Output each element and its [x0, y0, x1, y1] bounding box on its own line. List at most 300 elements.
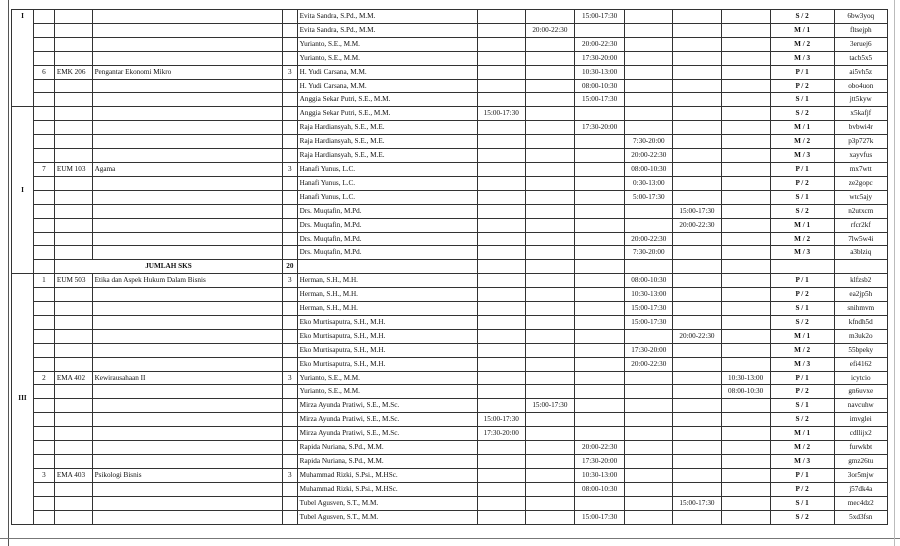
time-slot-cell: 15:00-17:30: [575, 10, 625, 24]
class-cell: S / 1: [770, 302, 834, 316]
course-name-cell: [92, 10, 282, 24]
time-slot-cell: [575, 162, 625, 176]
course-code-cell: EUM 503: [54, 274, 92, 288]
time-slot-cell: 10:30-13:00: [721, 371, 770, 385]
class-cell: P / 2: [770, 79, 834, 93]
sks-cell: 3: [283, 162, 298, 176]
table-row: [12, 455, 888, 469]
blank-cell: [297, 260, 477, 274]
course-number-cell: [33, 482, 54, 496]
sks-cell: [283, 413, 298, 427]
time-slot-cell: [673, 176, 721, 190]
time-slot-cell: [477, 162, 525, 176]
course-name-cell: [92, 288, 282, 302]
course-code-cell: EMK 206: [54, 65, 92, 79]
class-code-cell: bvbwi4r: [834, 121, 887, 135]
class-cell: S / 2: [770, 107, 834, 121]
lecturer-cell: Eko Murtisaputra, S.H., M.H.: [297, 357, 477, 371]
time-slot-cell: [673, 371, 721, 385]
course-code-cell: [54, 218, 92, 232]
class-code-cell: tacb5x5: [834, 51, 887, 65]
table-row: [12, 246, 888, 260]
time-slot-cell: [673, 274, 721, 288]
time-slot-cell: [525, 441, 574, 455]
table-row: [12, 315, 888, 329]
course-number-cell: [33, 385, 54, 399]
course-code-cell: [54, 232, 92, 246]
class-code-cell: jtt5kyw: [834, 93, 887, 107]
time-slot-cell: [625, 65, 673, 79]
time-slot-cell: [625, 482, 673, 496]
time-slot-cell: [525, 371, 574, 385]
lecturer-cell: Anggia Sekar Putri, S.E., M.M.: [297, 93, 477, 107]
page-edge-right: [894, 0, 895, 546]
course-number-cell: [33, 176, 54, 190]
class-cell: S / 2: [770, 413, 834, 427]
course-code-cell: [54, 427, 92, 441]
time-slot-cell: 15:00-17:30: [673, 204, 721, 218]
time-slot-cell: [673, 107, 721, 121]
time-slot-cell: [575, 288, 625, 302]
time-slot-cell: 17:30-20:00: [575, 121, 625, 135]
class-code-cell: mx7wtt: [834, 162, 887, 176]
class-cell: P / 1: [770, 274, 834, 288]
table-row: [12, 218, 888, 232]
table-row: [12, 232, 888, 246]
time-slot-cell: [673, 190, 721, 204]
time-slot-cell: [721, 107, 770, 121]
lecturer-cell: Drs. Muqtafin, M.Pd.: [297, 246, 477, 260]
course-code-cell: [54, 315, 92, 329]
time-slot-cell: [673, 482, 721, 496]
course-number-cell: [33, 218, 54, 232]
time-slot-cell: [721, 343, 770, 357]
sks-cell: [283, 510, 298, 524]
table-row: [12, 93, 888, 107]
lecturer-cell: Mirza Ayunda Pratiwi, S.E., M.Sc.: [297, 427, 477, 441]
table-row: [12, 10, 888, 24]
time-slot-cell: 15:00-17:30: [673, 496, 721, 510]
time-slot-cell: [575, 343, 625, 357]
time-slot-cell: [525, 427, 574, 441]
time-slot-cell: [575, 232, 625, 246]
lecturer-cell: Drs. Muqtafin, M.Pd.: [297, 204, 477, 218]
class-code-cell: furwkbt: [834, 441, 887, 455]
sks-cell: [283, 51, 298, 65]
course-code-cell: [54, 51, 92, 65]
lecturer-cell: Evita Sandra, S.Pd., M.M.: [297, 10, 477, 24]
table-row: [12, 51, 888, 65]
course-code-cell: [54, 357, 92, 371]
course-number-cell: [33, 288, 54, 302]
time-slot-cell: [575, 399, 625, 413]
time-slot-cell: [525, 468, 574, 482]
lecturer-cell: Tubel Agusven, S.T., M.M.: [297, 496, 477, 510]
lecturer-cell: H. Yudi Carsana, M.M.: [297, 65, 477, 79]
class-code-cell: ea2jp5h: [834, 288, 887, 302]
table-row: [12, 482, 888, 496]
time-slot-cell: [525, 329, 574, 343]
class-cell: S / 1: [770, 399, 834, 413]
class-code-cell: kfndh5d: [834, 315, 887, 329]
time-slot-cell: [477, 93, 525, 107]
time-slot-cell: [625, 385, 673, 399]
time-slot-cell: [721, 232, 770, 246]
table-row: [12, 329, 888, 343]
class-code-cell: obo4uon: [834, 79, 887, 93]
class-cell: P / 1: [770, 162, 834, 176]
time-slot-cell: [525, 343, 574, 357]
sks-cell: [283, 218, 298, 232]
time-slot-cell: [477, 121, 525, 135]
time-slot-cell: [525, 288, 574, 302]
table-row: [12, 371, 888, 385]
table-row: [12, 274, 888, 288]
time-slot-cell: [575, 190, 625, 204]
time-slot-cell: [525, 65, 574, 79]
time-slot-cell: 20:00-22:30: [575, 441, 625, 455]
time-slot-cell: [575, 496, 625, 510]
class-code-cell: ze2gopc: [834, 176, 887, 190]
sks-cell: [283, 23, 298, 37]
course-code-cell: EMA 403: [54, 468, 92, 482]
time-slot-cell: [575, 315, 625, 329]
time-slot-cell: [477, 455, 525, 469]
time-slot-cell: [673, 510, 721, 524]
sks-cell: 3: [283, 371, 298, 385]
class-cell: S / 2: [770, 510, 834, 524]
time-slot-cell: [625, 218, 673, 232]
time-slot-cell: 15:00-17:30: [477, 413, 525, 427]
class-cell: M / 2: [770, 441, 834, 455]
time-slot-cell: 20:00-22:30: [673, 329, 721, 343]
course-name-cell: [92, 135, 282, 149]
time-slot-cell: [477, 357, 525, 371]
time-slot-cell: [477, 23, 525, 37]
time-slot-cell: [625, 371, 673, 385]
class-cell: P / 2: [770, 288, 834, 302]
course-number-cell: [33, 121, 54, 135]
time-slot-cell: [625, 23, 673, 37]
time-slot-cell: [575, 357, 625, 371]
class-code-cell: klfzsb2: [834, 274, 887, 288]
time-slot-cell: [525, 274, 574, 288]
time-slot-cell: [525, 93, 574, 107]
time-slot-cell: [525, 385, 574, 399]
time-slot-cell: 17:30-20:00: [575, 455, 625, 469]
sks-cell: [283, 121, 298, 135]
table-row: [12, 162, 888, 176]
sks-cell: 3: [283, 65, 298, 79]
course-number-cell: [33, 427, 54, 441]
class-cell: M / 1: [770, 329, 834, 343]
lecturer-cell: Herman, S.H., M.H.: [297, 288, 477, 302]
table-row: [12, 107, 888, 121]
time-slot-cell: [525, 37, 574, 51]
course-code-cell: [54, 482, 92, 496]
course-code-cell: [54, 329, 92, 343]
course-number-cell: [33, 329, 54, 343]
time-slot-cell: [673, 37, 721, 51]
course-number-cell: [33, 232, 54, 246]
course-code-cell: [54, 413, 92, 427]
class-cell: M / 2: [770, 37, 834, 51]
course-number-cell: [33, 246, 54, 260]
course-name-cell: [92, 37, 282, 51]
blank-cell: [33, 260, 54, 274]
course-name-cell: [92, 107, 282, 121]
course-name-cell: [92, 315, 282, 329]
course-number-cell: [33, 149, 54, 163]
class-code-cell: fltsejph: [834, 23, 887, 37]
time-slot-cell: [673, 23, 721, 37]
time-slot-cell: [673, 79, 721, 93]
class-cell: M / 2: [770, 343, 834, 357]
lecturer-cell: Herman, S.H., M.H.: [297, 274, 477, 288]
course-code-cell: [54, 288, 92, 302]
time-slot-cell: [721, 496, 770, 510]
sks-cell: [283, 343, 298, 357]
course-name-cell: Etika dan Aspek Hukum Dalam Bisnis: [92, 274, 282, 288]
course-code-cell: [54, 176, 92, 190]
table-row: [12, 385, 888, 399]
table-row: [12, 357, 888, 371]
course-name-cell: [92, 190, 282, 204]
course-code-cell: [54, 246, 92, 260]
time-slot-cell: [673, 162, 721, 176]
time-slot-cell: [477, 149, 525, 163]
time-slot-cell: 20:00-22:30: [575, 37, 625, 51]
class-code-cell: rfcr2kf: [834, 218, 887, 232]
time-slot-cell: [625, 427, 673, 441]
class-code-cell: 5xd3fsn: [834, 510, 887, 524]
course-code-cell: [54, 23, 92, 37]
time-slot-cell: [721, 79, 770, 93]
time-slot-cell: [477, 51, 525, 65]
time-slot-cell: [477, 79, 525, 93]
course-name-cell: [92, 343, 282, 357]
class-code-cell: m3uk2o: [834, 329, 887, 343]
lecturer-cell: Yurianto, S.E., M.M.: [297, 371, 477, 385]
lecturer-cell: Yurianto, S.E., M.M.: [297, 37, 477, 51]
course-name-cell: [92, 23, 282, 37]
lecturer-cell: Rapida Nuriana, S.Pd., M.M.: [297, 441, 477, 455]
class-cell: S / 1: [770, 93, 834, 107]
time-slot-cell: [673, 468, 721, 482]
time-slot-cell: [575, 302, 625, 316]
sks-cell: [283, 79, 298, 93]
table-row: [12, 510, 888, 524]
time-slot-cell: [525, 232, 574, 246]
time-slot-cell: [721, 149, 770, 163]
time-slot-cell: [721, 413, 770, 427]
time-slot-cell: 10:30-13:00: [575, 468, 625, 482]
course-code-cell: [54, 441, 92, 455]
course-code-cell: [54, 399, 92, 413]
time-slot-cell: [477, 329, 525, 343]
sks-cell: [283, 288, 298, 302]
table-row: [12, 413, 888, 427]
class-cell: M / 2: [770, 135, 834, 149]
class-cell: M / 1: [770, 427, 834, 441]
class-cell: S / 1: [770, 190, 834, 204]
course-code-cell: [54, 385, 92, 399]
table-row: [12, 441, 888, 455]
sks-cell: [283, 496, 298, 510]
time-slot-cell: [525, 218, 574, 232]
time-slot-cell: 08:00-10:30: [721, 385, 770, 399]
course-name-cell: [92, 455, 282, 469]
course-code-cell: [54, 93, 92, 107]
course-number-cell: [33, 190, 54, 204]
time-slot-cell: [525, 357, 574, 371]
course-number-cell: 6: [33, 65, 54, 79]
class-cell: M / 3: [770, 455, 834, 469]
time-slot-cell: 0:30-13:00: [625, 176, 673, 190]
sks-cell: [283, 385, 298, 399]
course-name-cell: [92, 357, 282, 371]
time-slot-cell: [477, 315, 525, 329]
time-slot-cell: [477, 371, 525, 385]
course-number-cell: 2: [33, 371, 54, 385]
lecturer-cell: Raja Hardiansyah, S.E., M.E.: [297, 149, 477, 163]
class-cell: M / 2: [770, 232, 834, 246]
course-number-cell: [33, 23, 54, 37]
sks-cell: [283, 441, 298, 455]
time-slot-cell: [673, 10, 721, 24]
sks-cell: [283, 302, 298, 316]
blank-cell: [721, 260, 770, 274]
table-row: [12, 176, 888, 190]
course-code-cell: [54, 302, 92, 316]
lecturer-cell: Muhammad Rizki, S.Psi., M.HSc.: [297, 482, 477, 496]
sks-cell: [283, 329, 298, 343]
time-slot-cell: [525, 176, 574, 190]
time-slot-cell: [721, 204, 770, 218]
time-slot-cell: [673, 93, 721, 107]
blank-cell: [673, 260, 721, 274]
table-row: [12, 79, 888, 93]
time-slot-cell: [525, 51, 574, 65]
class-code-cell: 6bw3yoq: [834, 10, 887, 24]
time-slot-cell: [721, 51, 770, 65]
course-name-cell: [92, 176, 282, 190]
sks-cell: [283, 107, 298, 121]
time-slot-cell: [673, 121, 721, 135]
time-slot-cell: [477, 496, 525, 510]
time-slot-cell: [721, 482, 770, 496]
lecturer-cell: Yurianto, S.E., M.M.: [297, 51, 477, 65]
time-slot-cell: [525, 413, 574, 427]
total-sks-label: JUMLAH SKS: [54, 260, 282, 274]
class-cell: S / 1: [770, 496, 834, 510]
table-row: [12, 302, 888, 316]
lecturer-cell: Yurianto, S.E., M.M.: [297, 385, 477, 399]
lecturer-cell: Eko Murtisaputra, S.H., M.H.: [297, 343, 477, 357]
course-name-cell: [92, 427, 282, 441]
class-cell: P / 2: [770, 482, 834, 496]
course-code-cell: [54, 121, 92, 135]
time-slot-cell: [477, 204, 525, 218]
time-slot-cell: [525, 204, 574, 218]
time-slot-cell: 20:00-22:30: [625, 232, 673, 246]
course-code-cell: [54, 149, 92, 163]
class-code-cell: ai5vh5z: [834, 65, 887, 79]
time-slot-cell: [477, 441, 525, 455]
lecturer-cell: Eko Murtisaputra, S.H., M.H.: [297, 315, 477, 329]
time-slot-cell: [477, 482, 525, 496]
lecturer-cell: Raja Hardiansyah, S.E., M.E.: [297, 135, 477, 149]
lecturer-cell: Rapida Nuriana, S.Pd., M.M.: [297, 455, 477, 469]
table-row: [12, 496, 888, 510]
time-slot-cell: [625, 468, 673, 482]
time-slot-cell: [721, 399, 770, 413]
class-code-cell: imvglei: [834, 413, 887, 427]
course-code-cell: [54, 496, 92, 510]
time-slot-cell: [575, 176, 625, 190]
class-code-cell: 7lw5w4i: [834, 232, 887, 246]
table-row: [12, 204, 888, 218]
time-slot-cell: [673, 232, 721, 246]
class-cell: M / 1: [770, 218, 834, 232]
time-slot-cell: [721, 510, 770, 524]
time-slot-cell: 17:30-20:00: [625, 343, 673, 357]
course-number-cell: [33, 51, 54, 65]
blank-cell: [770, 260, 834, 274]
time-slot-cell: [673, 399, 721, 413]
time-slot-cell: [673, 357, 721, 371]
course-number-cell: [33, 107, 54, 121]
course-name-cell: [92, 302, 282, 316]
time-slot-cell: [721, 329, 770, 343]
lecturer-cell: Drs. Muqtafin, M.Pd.: [297, 232, 477, 246]
time-slot-cell: [673, 65, 721, 79]
table-row: [12, 427, 888, 441]
time-slot-cell: [625, 399, 673, 413]
time-slot-cell: [673, 302, 721, 316]
class-code-cell: efi4162: [834, 357, 887, 371]
time-slot-cell: [721, 274, 770, 288]
time-slot-cell: [721, 218, 770, 232]
schedule-table: [11, 9, 888, 525]
time-slot-cell: [721, 302, 770, 316]
time-slot-cell: [721, 190, 770, 204]
time-slot-cell: [625, 204, 673, 218]
page-edge-left: [8, 0, 9, 546]
class-cell: M / 1: [770, 23, 834, 37]
class-cell: S / 2: [770, 204, 834, 218]
course-code-cell: [54, 79, 92, 93]
lecturer-cell: Tubel Agusven, S.T., M.M.: [297, 510, 477, 524]
time-slot-cell: [525, 482, 574, 496]
lecturer-cell: Drs. Muqtafin, M.Pd.: [297, 218, 477, 232]
class-cell: P / 1: [770, 65, 834, 79]
time-slot-cell: [721, 93, 770, 107]
time-slot-cell: [673, 149, 721, 163]
course-name-cell: [92, 510, 282, 524]
time-slot-cell: [477, 10, 525, 24]
table-row: [12, 468, 888, 482]
time-slot-cell: [575, 274, 625, 288]
class-cell: P / 1: [770, 371, 834, 385]
course-number-cell: [33, 10, 54, 24]
course-name-cell: [92, 79, 282, 93]
time-slot-cell: 15:00-17:30: [625, 302, 673, 316]
time-slot-cell: [673, 455, 721, 469]
time-slot-cell: 08:00-10:30: [625, 274, 673, 288]
class-code-cell: p3p727k: [834, 135, 887, 149]
time-slot-cell: 10:30-13:00: [575, 65, 625, 79]
